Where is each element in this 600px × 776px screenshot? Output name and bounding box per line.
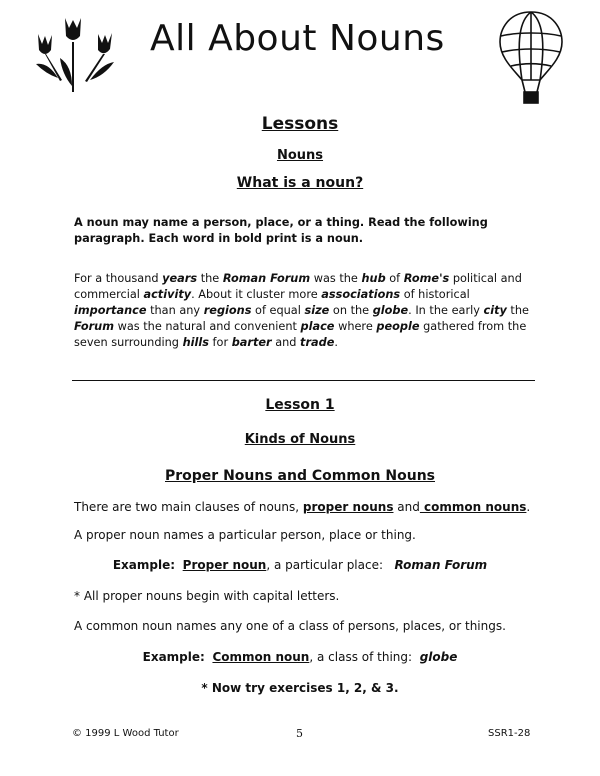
common-nouns-term: common nouns [419, 500, 527, 514]
footer-copyright: © 1999 L Wood Tutor [72, 728, 179, 739]
example-label: Example: [112, 558, 176, 572]
paragraph-text: on the [329, 304, 373, 317]
common-noun-example [0, 650, 600, 664]
noun-word: city [483, 304, 507, 317]
two-clauses-pre: There are two main clauses of nouns, [74, 500, 303, 514]
what-is-a-noun-heading: What is a noun? [236, 175, 364, 191]
proper-noun-definition: A proper noun names a particular person, place or thing. [74, 528, 416, 542]
example-text: , a particular place: [266, 558, 395, 572]
noun-word: Roman Forum [222, 272, 311, 285]
try-exercises-note: * Now try exercises 1, 2, & 3. [201, 681, 399, 695]
page-title: All About Nouns [150, 18, 445, 59]
roman-forum-paragraph [74, 271, 544, 351]
two-clauses-end: . [526, 500, 531, 514]
paragraph-text: . In the early [408, 304, 484, 317]
intro-paragraph: A noun may name a person, place, or a thing. Read the following paragraph. Each word in bold print is a noun. [74, 216, 488, 245]
noun-word: associations [321, 288, 401, 301]
paragraph-text: was the [310, 272, 362, 285]
paragraph-text: the [197, 272, 223, 285]
two-clauses-sentence [74, 500, 554, 514]
paragraph-text: and [271, 336, 301, 349]
example-answer: Roman Forum [394, 558, 488, 572]
noun-word: people [376, 320, 420, 333]
noun-word: regions [203, 304, 252, 317]
section-divider [72, 380, 535, 381]
two-clauses-and: and [393, 500, 420, 514]
paragraph-text: For a thousand [74, 272, 163, 285]
noun-word: Rome's [403, 272, 450, 285]
paragraph-text: was the natural and convenient [114, 320, 301, 333]
paragraph-text: of [385, 272, 404, 285]
paragraph-text: than any [146, 304, 204, 317]
proper-noun-example [0, 558, 600, 572]
noun-word: globe [372, 304, 409, 317]
noun-word: barter [231, 336, 272, 349]
hot-air-balloon-icon [498, 10, 564, 106]
noun-word: trade [300, 336, 335, 349]
example-text: , a class of thing: [309, 650, 420, 664]
common-noun-definition: A common noun names any one of a class of persons, places, or things. [74, 619, 506, 633]
noun-word: Forum [74, 320, 114, 333]
tulips-icon [32, 14, 118, 94]
lesson-1-heading: Lesson 1 [265, 397, 335, 413]
nouns-heading: Nouns [276, 148, 324, 163]
paragraph-text: of historical [400, 288, 470, 301]
paragraph-text: . [334, 336, 338, 349]
example-term: Proper noun [182, 558, 267, 572]
example-term: Common noun [212, 650, 310, 664]
noun-word: hills [182, 336, 209, 349]
noun-word: activity [143, 288, 192, 301]
proper-common-heading: Proper Nouns and Common Nouns [165, 468, 435, 484]
paragraph-text: of equal [251, 304, 305, 317]
paragraph-text: where [334, 320, 377, 333]
kinds-of-nouns-heading: Kinds of Nouns [244, 432, 356, 447]
example-label: Example: [142, 650, 205, 664]
footer-page-number: 5 [296, 727, 303, 740]
capitals-note: * All proper nouns begin with capital letters. [74, 589, 340, 603]
noun-word: size [304, 304, 330, 317]
paragraph-text: the [506, 304, 529, 317]
proper-nouns-term: proper nouns [302, 500, 394, 514]
noun-word: place [300, 320, 335, 333]
lessons-heading: Lessons [261, 114, 339, 134]
paragraph-text: for [208, 336, 232, 349]
noun-word: hub [361, 272, 386, 285]
paragraph-text: . About it cluster more [191, 288, 322, 301]
footer-code: SSR1-28 [488, 728, 531, 739]
noun-word: importance [74, 304, 147, 317]
paragraph-text: gathered from the seven surrounding [74, 320, 527, 349]
paragraph-text: political and commercial [74, 272, 522, 301]
noun-word: years [162, 272, 198, 285]
example-answer: globe [419, 650, 458, 664]
